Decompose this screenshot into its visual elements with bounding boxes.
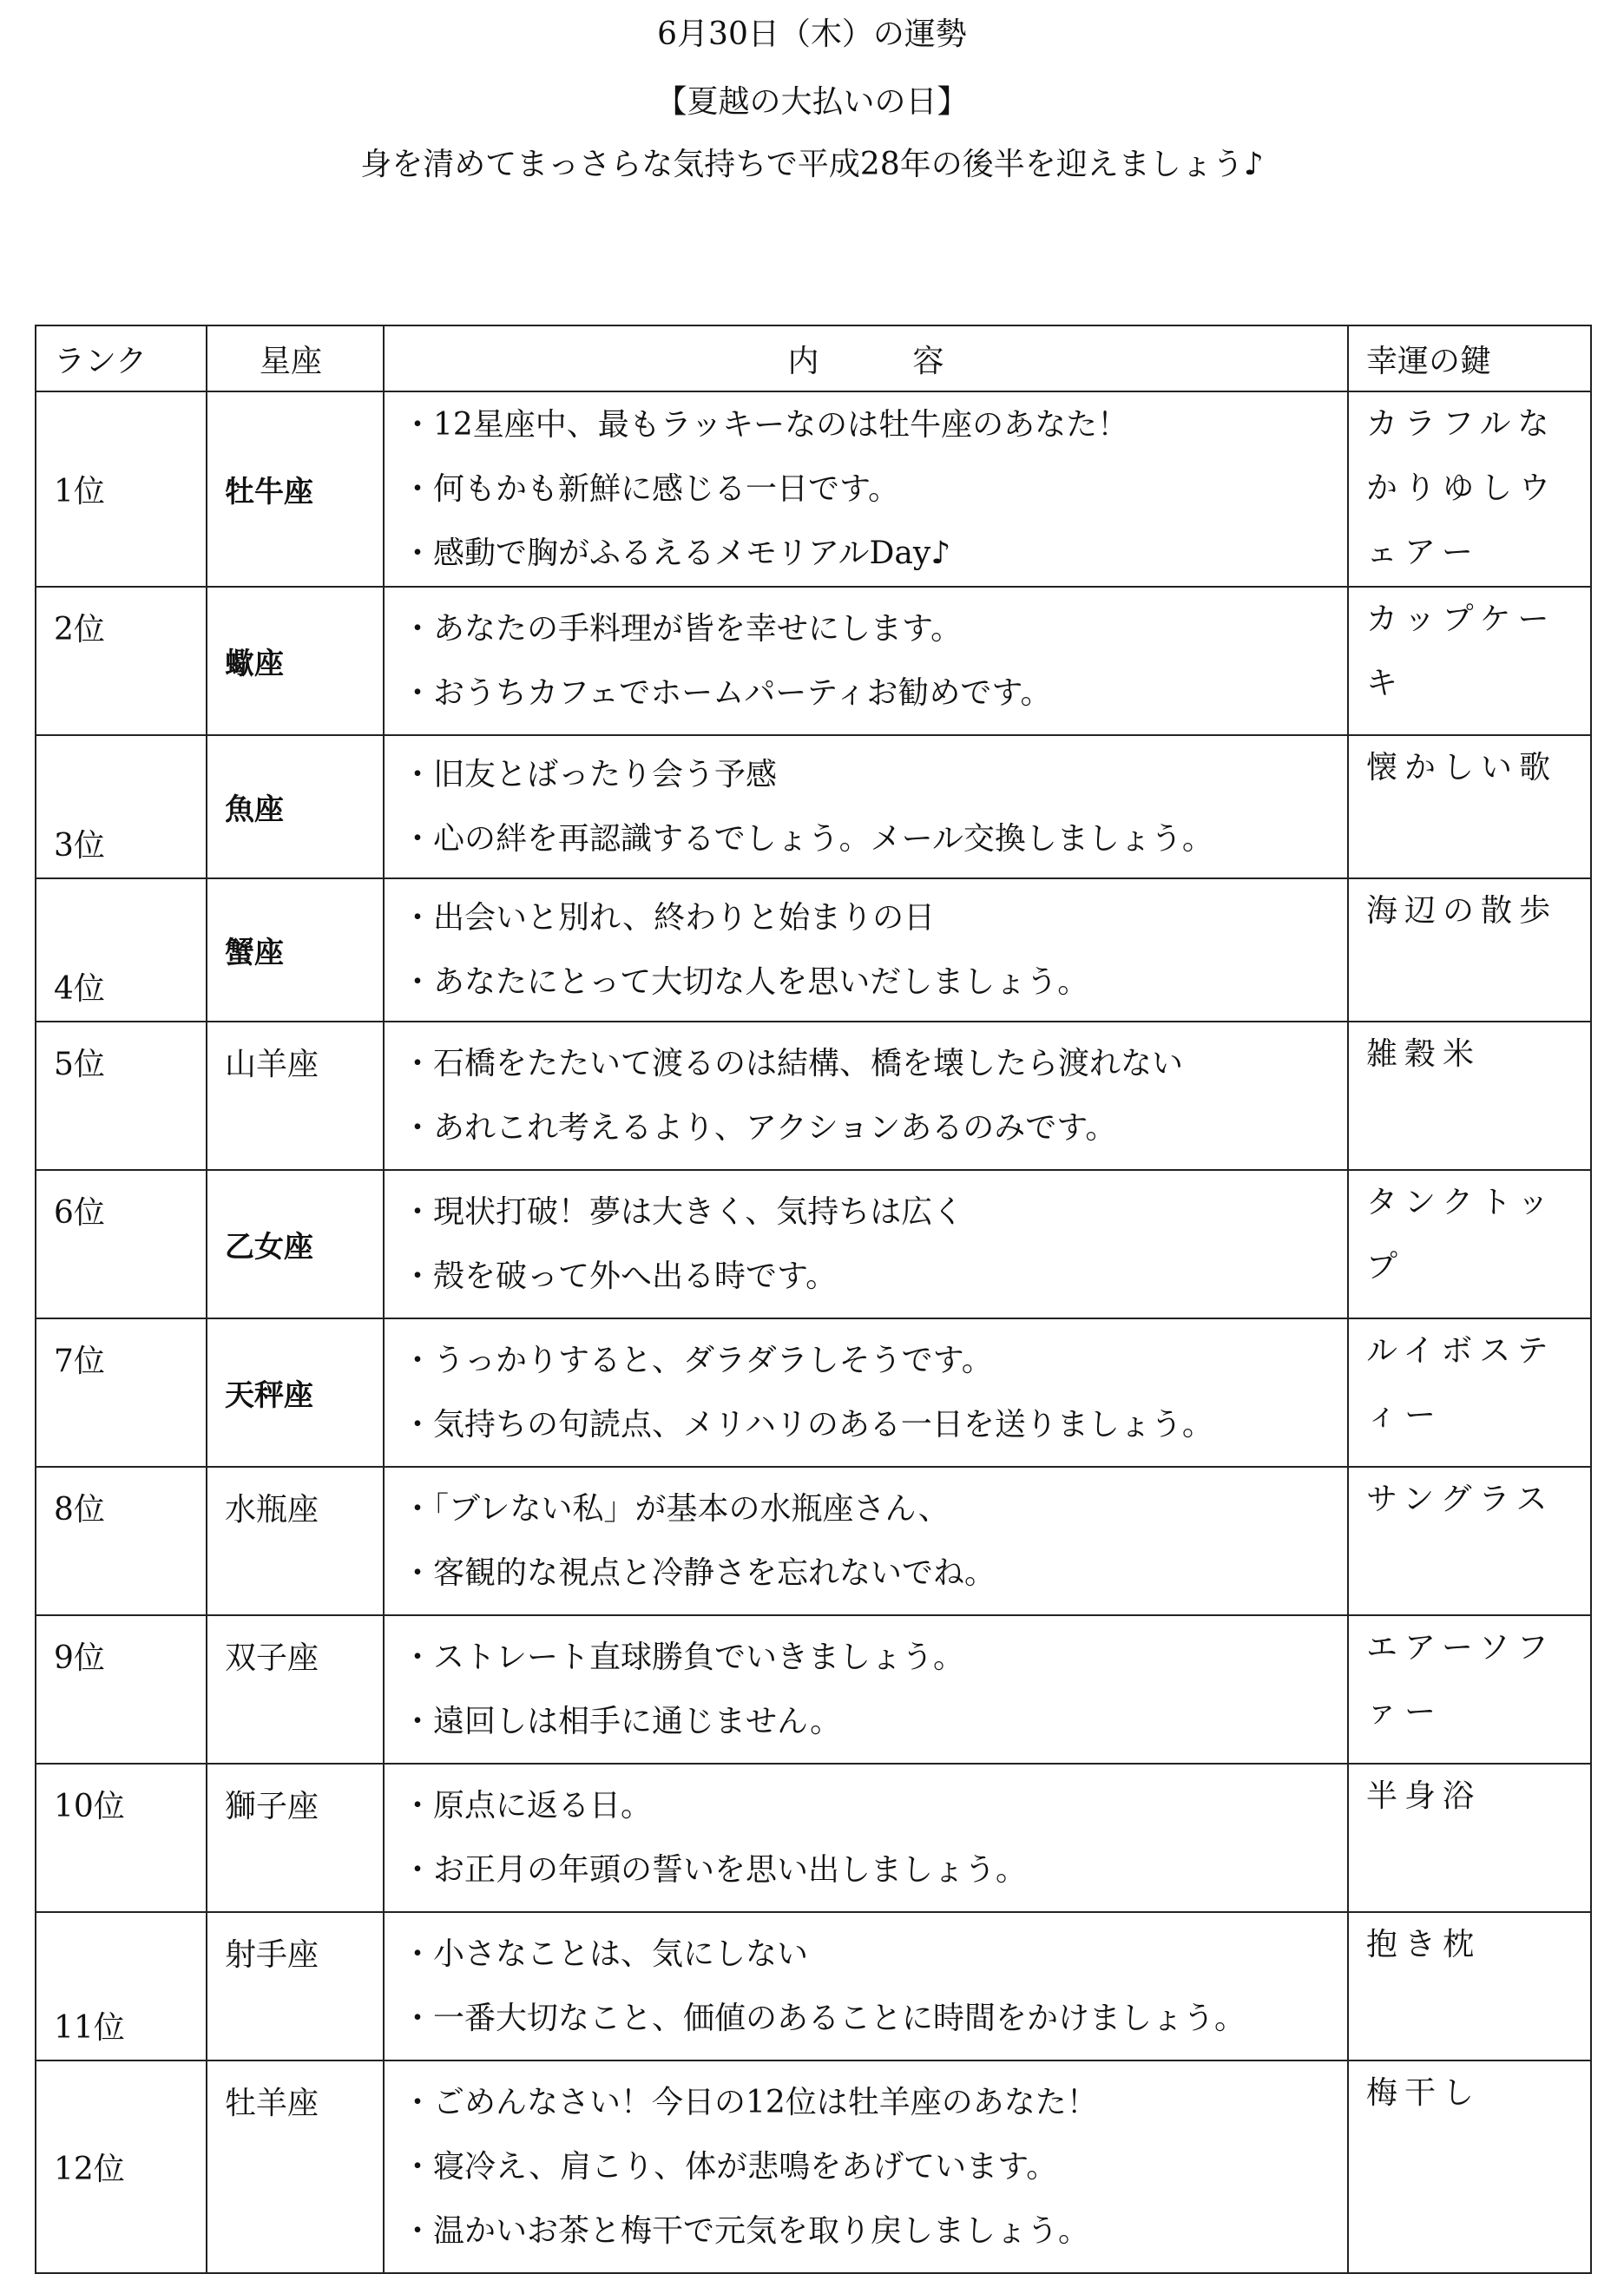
content-cell	[384, 1764, 1348, 1912]
content-item: ・ごめんなさい！今日の12位は牡羊座のあなた！	[402, 2084, 1098, 2120]
content-item: ・原点に返る日。	[402, 1787, 653, 1824]
column-header-sign: 星座	[207, 325, 384, 391]
lucky-key-cell	[1348, 735, 1591, 878]
lucky-key-cell	[1348, 1318, 1591, 1467]
content-item: ・あなたの手料理が皆を幸せにします。	[402, 610, 963, 647]
rank-cell: 10位	[36, 1764, 207, 1912]
sign-cell: 双子座	[207, 1615, 384, 1764]
fortune-table	[35, 325, 1592, 2274]
content-cell	[384, 1615, 1348, 1764]
table-row	[36, 1615, 1591, 1764]
table-row	[36, 1764, 1591, 1912]
sign-cell: 乙女座	[207, 1170, 384, 1318]
lucky-key-text: エアーソファー	[1366, 1630, 1555, 1730]
content-item: ・一番大切なこと、価値のあることに時間をかけましょう。	[402, 2000, 1246, 2036]
content-item: ・おうちカフェでホームパーティお勧めです。	[402, 674, 1052, 711]
lucky-key-text: カップケーキ	[1366, 601, 1556, 701]
content-item: ・「ブレない私」が基本の水瓶座さん、	[402, 1490, 950, 1527]
lucky-key-cell	[1348, 878, 1591, 1022]
table-row	[36, 735, 1591, 878]
sign-cell: 蠍座	[207, 587, 384, 735]
content-cell	[384, 878, 1348, 1022]
content-item: ・温かいお茶と梅干で元気を取り戻しましょう。	[402, 2212, 1090, 2249]
lucky-key-text: 半身浴	[1366, 1778, 1482, 1814]
content-item: ・あなたにとって大切な人を思いだしましょう。	[402, 963, 1089, 1000]
table-row	[36, 878, 1591, 1022]
table-row	[36, 587, 1591, 735]
sign-cell: 魚座	[207, 735, 384, 878]
lucky-key-text: 抱き枕	[1366, 1927, 1482, 1962]
content-cell	[384, 735, 1348, 878]
rank-cell: 9位	[36, 1615, 207, 1764]
sign-cell: 蟹座	[207, 878, 384, 1022]
content-item: ・旧友とばったり会う予感	[402, 756, 778, 792]
content-cell	[384, 587, 1348, 735]
content-cell	[384, 1467, 1348, 1615]
content-cell	[384, 1318, 1348, 1467]
rank-cell: 2位	[36, 587, 207, 735]
content-item: ・小さなことは、気にしない	[402, 1936, 809, 1972]
table-row	[36, 1318, 1591, 1467]
sign-cell: 山羊座	[207, 1022, 384, 1170]
column-header-content: 内 容	[384, 325, 1348, 391]
table-row	[36, 2060, 1591, 2273]
lucky-key-cell	[1348, 1912, 1591, 2060]
event-heading: 【夏越の大払いの日】	[655, 84, 969, 120]
content-item: ・心の絆を再認識するでしょう。メール交換しましょう。	[402, 820, 1213, 857]
lucky-key-text: 雑穀米	[1366, 1036, 1482, 1072]
lucky-key-cell	[1348, 1615, 1591, 1764]
lucky-key-cell	[1348, 1764, 1591, 1912]
lucky-key-cell	[1348, 2060, 1591, 2273]
content-cell	[384, 1912, 1348, 2060]
rank-cell: 12位	[36, 2060, 207, 2273]
content-cell	[384, 1170, 1348, 1318]
content-item: ・感動で胸がふるえるメモリアルDay♪	[402, 535, 951, 571]
date-heading: 6月30日（木）の運勢	[657, 16, 967, 52]
lucky-key-text: カラフルなかりゆしウェアー	[1366, 406, 1558, 570]
content-item: ・うっかりすると、ダラダラしそうです。	[402, 1342, 993, 1378]
message-heading: 身を清めてまっさらな気持ちで平成28年の後半を迎えましょう♪	[360, 147, 1264, 182]
content-item: ・何もかも新鮮に感じる一日です。	[402, 470, 900, 507]
table-row	[36, 1467, 1591, 1615]
lucky-key-text: 梅干し	[1366, 2075, 1482, 2111]
lucky-key-cell	[1348, 1170, 1591, 1318]
lucky-key-text: 海辺の散歩	[1366, 893, 1558, 929]
content-item: ・ストレート直球勝負でいきましょう。	[402, 1639, 965, 1675]
content-cell	[384, 391, 1348, 587]
content-item: ・石橋をたたいて渡るのは結構、橋を壊したら渡れない	[402, 1045, 1184, 1081]
content-item: ・客観的な視点と冷静さを忘れないでね。	[402, 1554, 996, 1591]
rank-cell: 4位	[36, 878, 207, 1022]
sign-cell: 獅子座	[207, 1764, 384, 1912]
lucky-key-cell	[1348, 1022, 1591, 1170]
sign-cell: 牡牛座	[207, 391, 384, 587]
lucky-key-text: 懐かしい歌	[1366, 750, 1558, 785]
lucky-key-text: タンクトップ	[1366, 1185, 1556, 1285]
column-header-lucky-key: 幸運の鍵	[1348, 325, 1591, 391]
rank-cell: 7位	[36, 1318, 207, 1467]
sign-cell: 水瓶座	[207, 1467, 384, 1615]
rank-cell: 5位	[36, 1022, 207, 1170]
lucky-key-text: サングラス	[1366, 1482, 1555, 1517]
rank-cell: 8位	[36, 1467, 207, 1615]
sign-cell: 牡羊座	[207, 2060, 384, 2273]
content-cell	[384, 1022, 1348, 1170]
lucky-key-text: ルイボスティー	[1366, 1333, 1555, 1433]
rank-cell: 1位	[36, 391, 207, 587]
lucky-key-cell	[1348, 391, 1591, 587]
content-item: ・出会いと別れ、終わりと始まりの日	[402, 899, 936, 936]
content-item: ・遠回しは相手に通じません。	[402, 1703, 842, 1739]
content-item: ・寝冷え、肩こり、体が悲鳴をあげています。	[402, 2148, 1058, 2185]
content-item: ・気持ちの句読点、メリハリのある一日を送りましょう。	[402, 1406, 1213, 1443]
content-item: ・殻を破って外へ出る時です。	[402, 1258, 838, 1294]
rank-cell: 3位	[36, 735, 207, 878]
sign-cell: 天秤座	[207, 1318, 384, 1467]
lucky-key-cell	[1348, 1467, 1591, 1615]
table-row	[36, 391, 1591, 587]
table-row	[36, 1170, 1591, 1318]
sign-cell: 射手座	[207, 1912, 384, 2060]
column-header-rank: ランク	[36, 325, 207, 391]
content-item: ・お正月の年頭の誓いを思い出しましょう。	[402, 1851, 1028, 1888]
content-item: ・12星座中、最もラッキーなのは牡牛座のあなた！	[402, 406, 1129, 443]
table-row	[36, 1022, 1591, 1170]
content-cell	[384, 2060, 1348, 2273]
table-row	[36, 1912, 1591, 2060]
content-item: ・あれこれ考えるより、アクションあるのみです。	[402, 1109, 1117, 1146]
lucky-key-cell	[1348, 587, 1591, 735]
rank-cell: 11位	[36, 1912, 207, 2060]
rank-cell: 6位	[36, 1170, 207, 1318]
table-header-row	[36, 325, 1591, 391]
content-item: ・現状打破！夢は大きく、気持ちは広く	[402, 1193, 964, 1230]
